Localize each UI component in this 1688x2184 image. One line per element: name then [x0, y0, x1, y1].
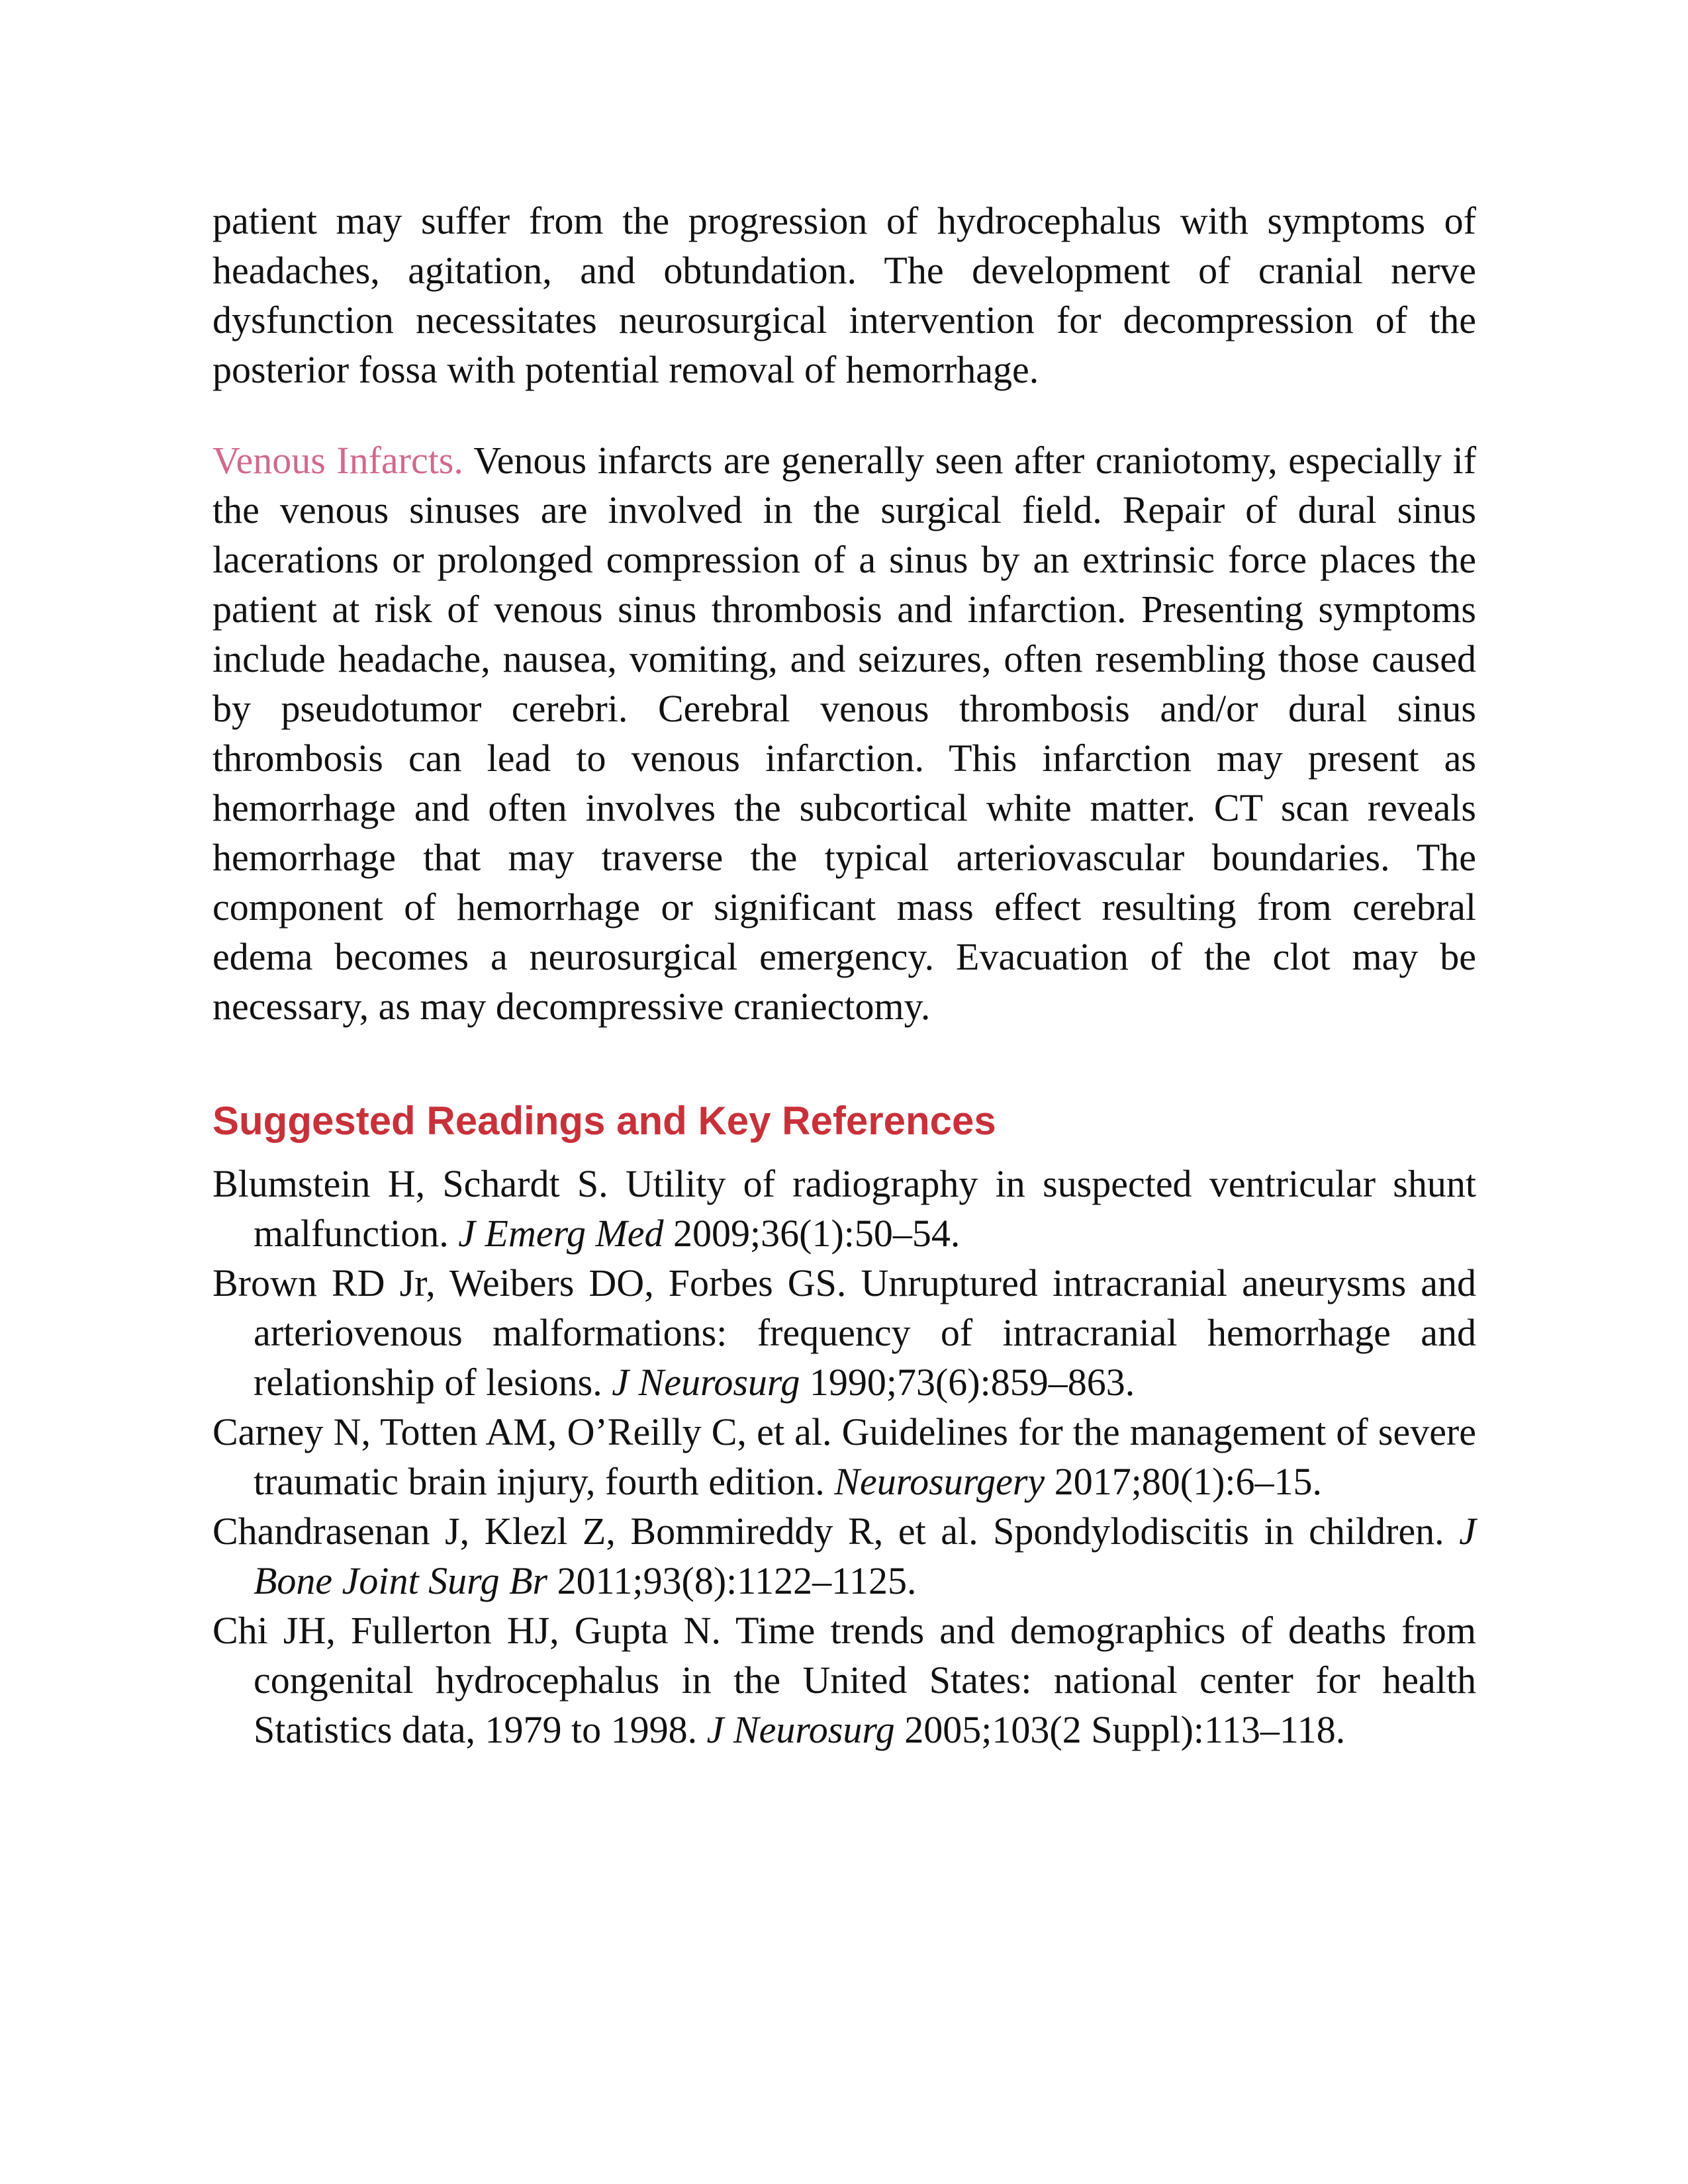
- reference-list: [212, 1159, 1476, 1754]
- journal-name: J Neurosurg: [612, 1361, 800, 1404]
- reference-item: [212, 1258, 1476, 1407]
- journal-name: J Emerg Med: [458, 1212, 664, 1255]
- reference-item: [212, 1506, 1476, 1606]
- section-heading: Suggested Readings and Key References: [212, 1099, 996, 1143]
- document-page: [212, 196, 1476, 1754]
- reference-citation: 2005;103(2 Suppl):113–118.: [894, 1708, 1346, 1751]
- reference-item: [212, 1159, 1476, 1258]
- venous-infarcts-paragraph: [212, 435, 1476, 1031]
- reference-citation: 2009;36(1):50–54.: [663, 1212, 961, 1255]
- reference-text: Chandrasenan J, Klezl Z, Bommireddy R, et al. Spondylodiscitis in children.: [212, 1510, 1460, 1553]
- reference-item: [212, 1606, 1476, 1754]
- reference-text: Carney N, Totten AM, O’Reilly C, et al. Guidelines for the management of severe traumatic brain injury, fourth edition.: [212, 1410, 1476, 1503]
- journal-name: J Bone Joint Surg Br: [254, 1510, 1476, 1602]
- reference-text: Chi JH, Fullerton HJ, Gupta N. Time trends and demographics of deaths from congenital hydrocephalus in the United States: national center for health Statistics data, 1979 to 1998.: [212, 1609, 1476, 1751]
- paragraph-text: Venous infarcts are generally seen after craniotomy, especially if the venous sinuses are involved in the surgical field. Repair of dural sinus lacerations or prolonged compression of a sinus by an extrinsic force places the patient at risk of venous sinus thrombosis and infarction. Presenting symptoms include headache, nausea, vomiting, and seizures, often resembling those caused by pseudotumor cerebri. Cerebral venous thrombosis and/or dural sinus thrombosis can lead to venous infarction. This infarction may present as hemorrhage and often involves the subcortical white matter. CT scan reveals hemorrhage that may traverse the typical arteriovascular boundaries. The component of hemorrhage or significant mass effect resulting from cerebral edema becomes a neurosurgical emergency. Evacuation of the clot may be necessary, as may decompressive craniectomy.: [212, 439, 1477, 1028]
- reference-text: Blumstein H, Schardt S. Utility of radiography in suspected ventricular shunt malfunction.: [212, 1162, 1476, 1255]
- run-in-heading: Venous Infarcts.: [212, 439, 463, 482]
- reference-citation: 2017;80(1):6–15.: [1045, 1460, 1323, 1503]
- journal-name: J Neurosurg: [706, 1708, 895, 1751]
- reference-citation: 2011;93(8):1122–1125.: [547, 1559, 917, 1602]
- body-paragraph: patient may suffer from the progression of hydrocephalus with symptoms of headaches, agitation, and obtundation. The development of cranial nerve dysfunction necessitates neurosurgical intervention for decompression of the posterior fossa with potential removal of hemorrhage.: [212, 199, 1476, 391]
- reference-text: Brown RD Jr, Weibers DO, Forbes GS. Unruptured intracranial aneurysms and arteriovenous malformations: frequency of intracranial hemorrhage and relationship of lesions.: [212, 1261, 1476, 1404]
- journal-name: Neurosurgery: [834, 1460, 1045, 1503]
- reference-citation: 1990;73(6):859–863.: [800, 1361, 1135, 1404]
- reference-item: [212, 1407, 1476, 1506]
